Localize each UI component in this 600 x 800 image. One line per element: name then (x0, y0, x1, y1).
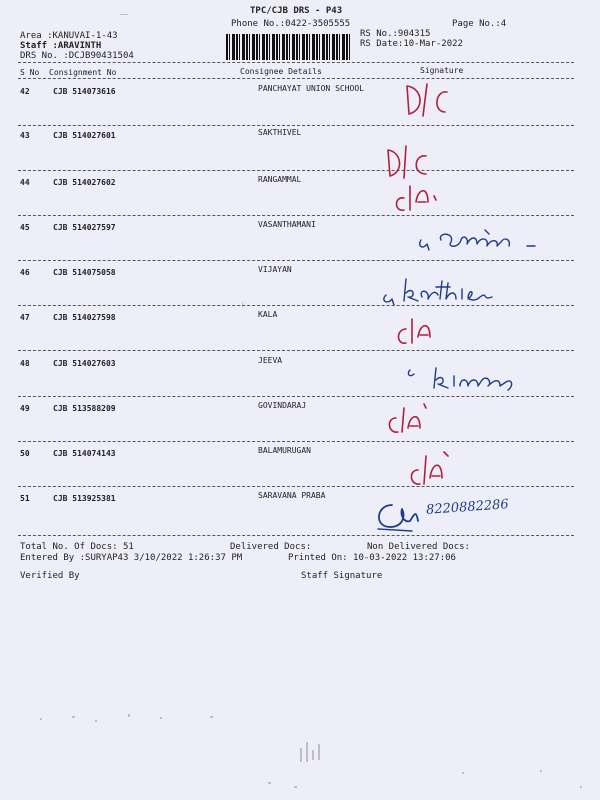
signature-kanthan (404, 364, 524, 396)
row-consignee: BALAMURUGAN (258, 446, 311, 455)
barcode (226, 34, 352, 60)
delivered-docs: Delivered Docs: (230, 542, 312, 552)
row-sno: 51 (20, 494, 30, 503)
row-sno: 48 (20, 359, 30, 368)
staff-signature: Staff Signature (301, 571, 383, 581)
row-divider (18, 486, 574, 487)
row-divider (18, 396, 574, 397)
signature-ca (384, 398, 444, 442)
signature-vasanthamani (415, 222, 555, 256)
area-label: Area :KANUVAI-1-43 (20, 31, 118, 41)
row-consignment: CJB 514027602 (53, 178, 116, 187)
row-consignment: CJB 514027601 (53, 131, 116, 140)
column-sno: S No (20, 68, 40, 77)
signature-ca (404, 448, 460, 492)
header-divider (18, 62, 574, 63)
row-divider (18, 215, 574, 216)
row-consignee: SARAVANA PRABA (258, 491, 326, 500)
row-divider (18, 350, 574, 351)
rs-number: RS No.:904315 (360, 29, 431, 39)
verified-by: Verified By (20, 571, 80, 581)
signature-saravana (372, 495, 426, 535)
row-consignment: CJB 513925381 (53, 494, 116, 503)
row-consignee: PANCHAYAT UNION SCHOOL (258, 84, 364, 93)
signature-phone-number: 8220882286 (425, 497, 510, 518)
entered-by: Entered By :SURYAP43 3/10/2022 1:26:37 PM (20, 553, 243, 563)
row-consignee: JEEVA (258, 356, 283, 365)
row-consignment: CJB 514073616 (53, 87, 116, 96)
page-number: Page No.:4 (452, 19, 507, 29)
row-consignment: CJB 514075058 (53, 268, 116, 277)
column-signature: Signature (420, 66, 464, 75)
staff-label: Staff :ARAVINTH (20, 41, 102, 51)
row-consignment: CJB 513588209 (53, 404, 116, 413)
signature-dc (395, 80, 465, 122)
signature-ca (392, 315, 442, 349)
row-sno: 44 (20, 178, 30, 187)
document-title: TPC/CJB DRS - P43 (250, 6, 343, 16)
row-consignee: KALA (258, 310, 278, 319)
row-divider (18, 441, 574, 442)
total-docs: Total No. Of Docs: 51 (20, 542, 134, 552)
phone-number: Phone No.:0422-3505555 (231, 19, 351, 29)
row-sno: 47 (20, 313, 30, 322)
row-consignment: CJB 514074143 (53, 449, 116, 458)
row-sno: 43 (20, 131, 30, 140)
row-divider (18, 170, 574, 171)
row-consignment: CJB 514027603 (53, 359, 116, 368)
row-consignee: SAKTHIVEL (258, 128, 302, 137)
row-consignee: VIJAYAN (258, 265, 292, 274)
row-consignee: RANGAMMAL (258, 175, 302, 184)
row-consignment: CJB 514027598 (53, 313, 116, 322)
row-sno: 49 (20, 404, 30, 413)
drs-number: DRS No. :DCJB90431504 (20, 51, 134, 61)
row-consignee: GOVINDARAJ (258, 401, 307, 410)
printed-on: Printed On: 10-03-2022 13:27:06 (288, 553, 456, 563)
column-consignment: Consignment No (49, 68, 117, 77)
row-sno: 46 (20, 268, 30, 277)
row-sno: 42 (20, 87, 30, 96)
row-consignment: CJB 514027597 (53, 223, 116, 232)
rs-date: RS Date:10-Mar-2022 (360, 39, 463, 49)
column-divider (18, 78, 574, 79)
row-divider (18, 260, 574, 261)
signature-karthikeyan (378, 275, 508, 309)
row-sno: 50 (20, 449, 30, 458)
signature-ca (388, 178, 448, 218)
row-divider (18, 535, 574, 536)
column-consignee: Consignee Details (240, 67, 322, 76)
row-sno: 45 (20, 223, 30, 232)
non-delivered-docs: Non Delivered Docs: (367, 542, 470, 552)
row-divider (18, 125, 574, 126)
signature-dc (380, 140, 440, 182)
row-consignee: VASANTHAMANI (258, 220, 316, 229)
